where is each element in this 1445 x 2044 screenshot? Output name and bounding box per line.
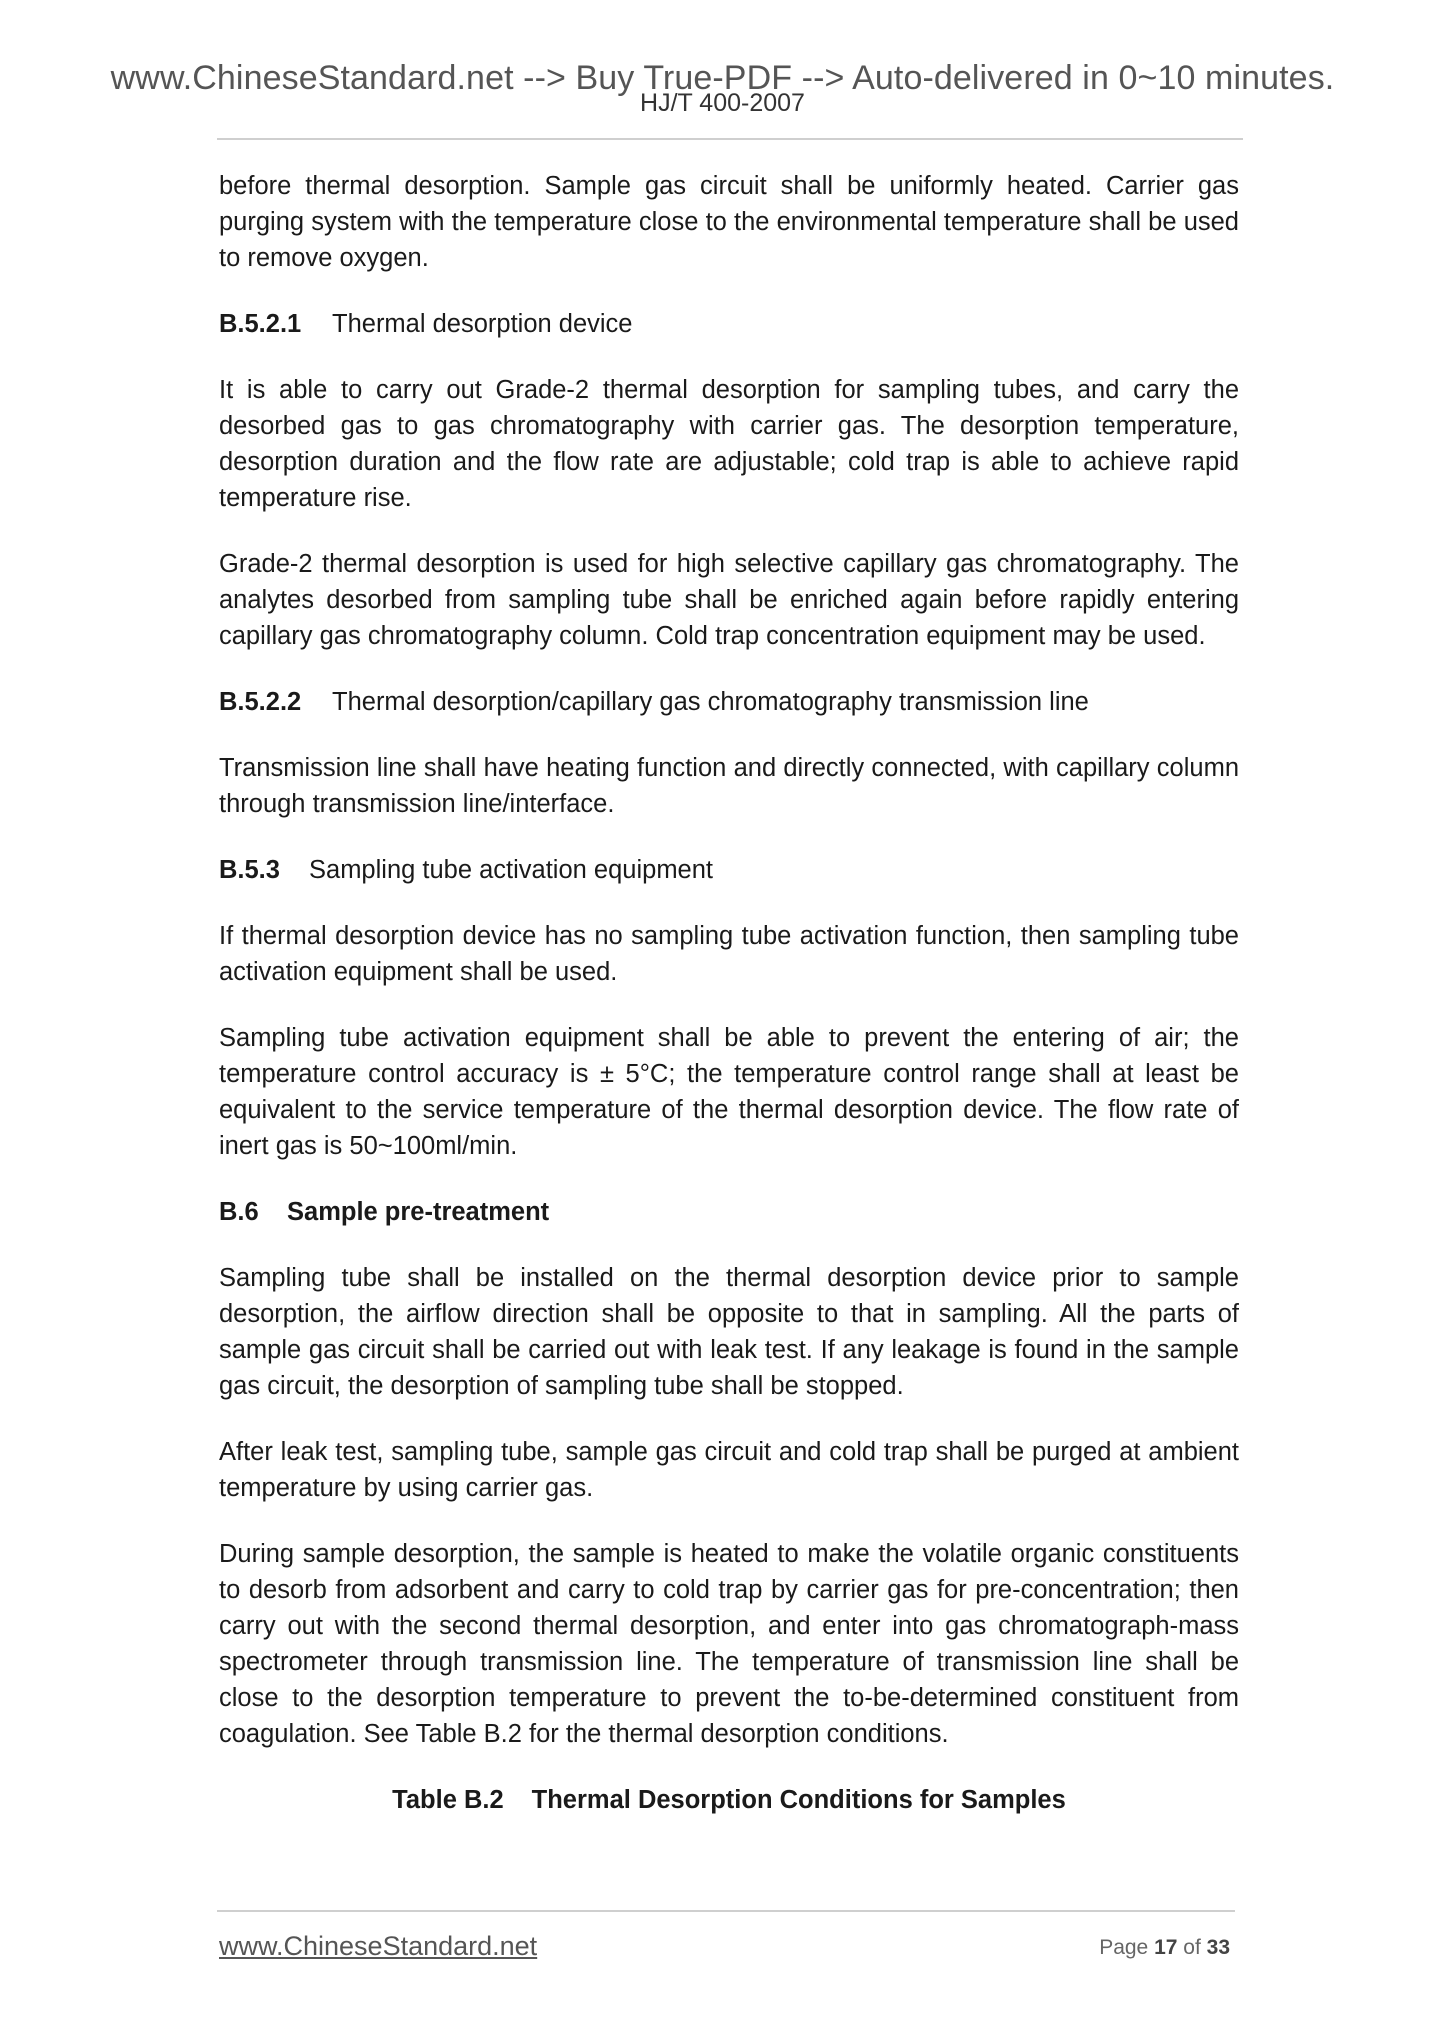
table-number: Table B.2 (392, 1786, 504, 1814)
section-title: Thermal desorption/capillary gas chromatography transmission line (332, 688, 1089, 716)
table-caption (219, 1782, 1239, 1818)
page-of: of (1183, 1936, 1201, 1959)
section-title: Thermal desorption device (332, 310, 633, 338)
chapter-number: B.6 (219, 1198, 259, 1226)
paragraph: After leak test, sampling tube, sample gas circuit and cold trap shall be purged at ambient temperature by using carrier gas. (219, 1438, 1239, 1502)
section-number: B.5.2.2 (219, 688, 302, 716)
document-number: HJ/T 400-2007 (640, 89, 805, 117)
footer-divider (217, 1910, 1235, 1912)
paragraph: If thermal desorption device has no sampling tube activation function, then sampling tube activation equipment shall be used. (219, 922, 1239, 986)
section-heading (219, 852, 1239, 888)
chapter-title: Sample pre-treatment (287, 1198, 550, 1226)
paragraph: Sampling tube shall be installed on the thermal desorption device prior to sample desorption, the airflow direction shall be opposite to that in sampling. All the parts of sample gas circuit shall be carried out with leak test. If any leakage is found in the sample gas circuit, the desorption of sampling tube shall be stopped. (219, 1264, 1239, 1400)
page-indicator (1000, 1935, 1230, 1961)
page-label: Page (1099, 1936, 1149, 1959)
paragraph: Grade-2 thermal desorption is used for high selective capillary gas chromatography. The analytes desorbed from sampling tube shall be enriched again before rapidly entering capillary gas chromatography column. Cold trap concentration equipment may be used. (219, 550, 1239, 650)
section-heading (219, 684, 1239, 720)
page-content (219, 168, 1239, 1818)
paragraph: before thermal desorption. Sample gas circuit shall be uniformly heated. Carrier gas purging system with the temperature close to the environmental temperature shall be used to remove oxygen. (219, 172, 1239, 272)
paragraph: Sampling tube activation equipment shall be able to prevent the entering of air; the temperature control accuracy is ± 5°C; the temperature control range shall at least be equivalent to the service temperature of the thermal desorption device. The flow rate of inert gas is 50~100ml/min. (219, 1024, 1239, 1160)
section-number: B.5.2.1 (219, 310, 302, 338)
section-heading (219, 306, 1239, 342)
section-title: Sampling tube activation equipment (309, 856, 714, 884)
table-title: Thermal Desorption Conditions for Samples (531, 1786, 1066, 1814)
chapter-heading (219, 1194, 1239, 1230)
page-current: 17 (1154, 1936, 1178, 1959)
paragraph: It is able to carry out Grade-2 thermal desorption for sampling tubes, and carry the desorbed gas to gas chromatography with carrier gas. The desorption temperature, desorption duration and the flow rate are adjustable; cold trap is able to achieve rapid temperature rise. (219, 376, 1239, 512)
footer-site-link[interactable]: www.ChineseStandard.net (219, 1931, 538, 1961)
section-number: B.5.3 (219, 856, 280, 884)
header-divider (217, 138, 1243, 140)
page-total: 33 (1206, 1936, 1230, 1959)
paragraph: During sample desorption, the sample is heated to make the volatile organic constituents to desorb from adsorbent and carry to cold trap by carrier gas for pre-concentration; then carry out with the second thermal desorption, and enter into gas chromatograph-mass spectrometer through transmission line. The temperature of transmission line shall be close to the desorption temperature to prevent the to-be-determined constituent from coagulation. See Table B.2 for the thermal desorption conditions. (219, 1540, 1239, 1748)
paragraph: Transmission line shall have heating function and directly connected, with capillary column through transmission line/interface. (219, 754, 1239, 818)
site-banner: www.ChineseStandard.net --> Buy True-PDF --> Auto-delivered in 0~10 minutes. (110, 59, 1335, 97)
